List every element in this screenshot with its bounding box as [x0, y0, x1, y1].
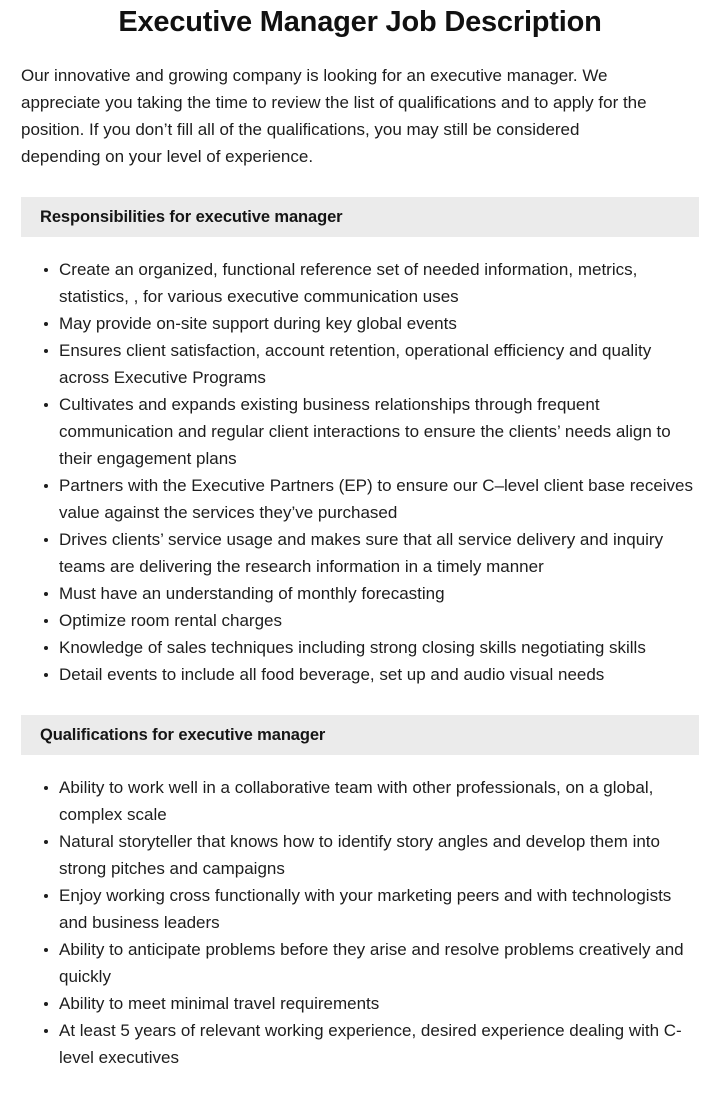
list-item: Detail events to include all food beverage, set up and audio visual needs	[0, 661, 720, 688]
section-qualifications	[0, 715, 720, 1071]
section-responsibilities	[0, 197, 720, 688]
section-header-qualifications	[21, 715, 699, 755]
section-header-responsibilities	[21, 197, 699, 237]
list-item: Enjoy working cross functionally with your marketing peers and with technologists and business leaders	[0, 882, 720, 936]
list-item: Must have an understanding of monthly forecasting	[0, 580, 720, 607]
intro-paragraph: Our innovative and growing company is looking for an executive manager. We appreciate you taking the time to review the list of qualifications and to apply for the position. If you don’t fill all of the qualifications, you may still be considered depending on your level of experience.	[21, 66, 647, 167]
list-item: Partners with the Executive Partners (EP) to ensure our C–level client base receives value against the services they’ve purchased	[0, 472, 720, 526]
list-item: Cultivates and expands existing business relationships through frequent communication and regular client interactions to ensure the clients’ needs align to their engagement plans	[0, 391, 720, 472]
list-item: Ensures client satisfaction, account retention, operational efficiency and quality across Executive Programs	[0, 337, 720, 391]
qualifications-list	[0, 755, 720, 1071]
job-description-page	[0, 6, 720, 1071]
section-header-label: Qualifications for executive manager	[40, 725, 326, 744]
list-item: At least 5 years of relevant working experience, desired experience dealing with C-level executives	[0, 1017, 720, 1071]
page-title: Executive Manager Job Description	[118, 6, 602, 38]
list-item: Knowledge of sales techniques including strong closing skills negotiating skills	[0, 634, 720, 661]
list-item: May provide on-site support during key global events	[0, 310, 720, 337]
list-item: Natural storyteller that knows how to identify story angles and develop them into strong pitches and campaigns	[0, 828, 720, 882]
list-item: Ability to work well in a collaborative team with other professionals, on a global, complex scale	[0, 774, 720, 828]
list-item: Ability to anticipate problems before they arise and resolve problems creatively and quickly	[0, 936, 720, 990]
responsibilities-list	[0, 237, 720, 688]
list-item: Create an organized, functional reference set of needed information, metrics, statistics, , for various executive communication uses	[0, 256, 720, 310]
list-item: Ability to meet minimal travel requirements	[0, 990, 720, 1017]
list-item: Optimize room rental charges	[0, 607, 720, 634]
section-header-label: Responsibilities for executive manager	[40, 207, 343, 226]
list-item: Drives clients’ service usage and makes sure that all service delivery and inquiry teams are delivering the research information in a timely manner	[0, 526, 720, 580]
